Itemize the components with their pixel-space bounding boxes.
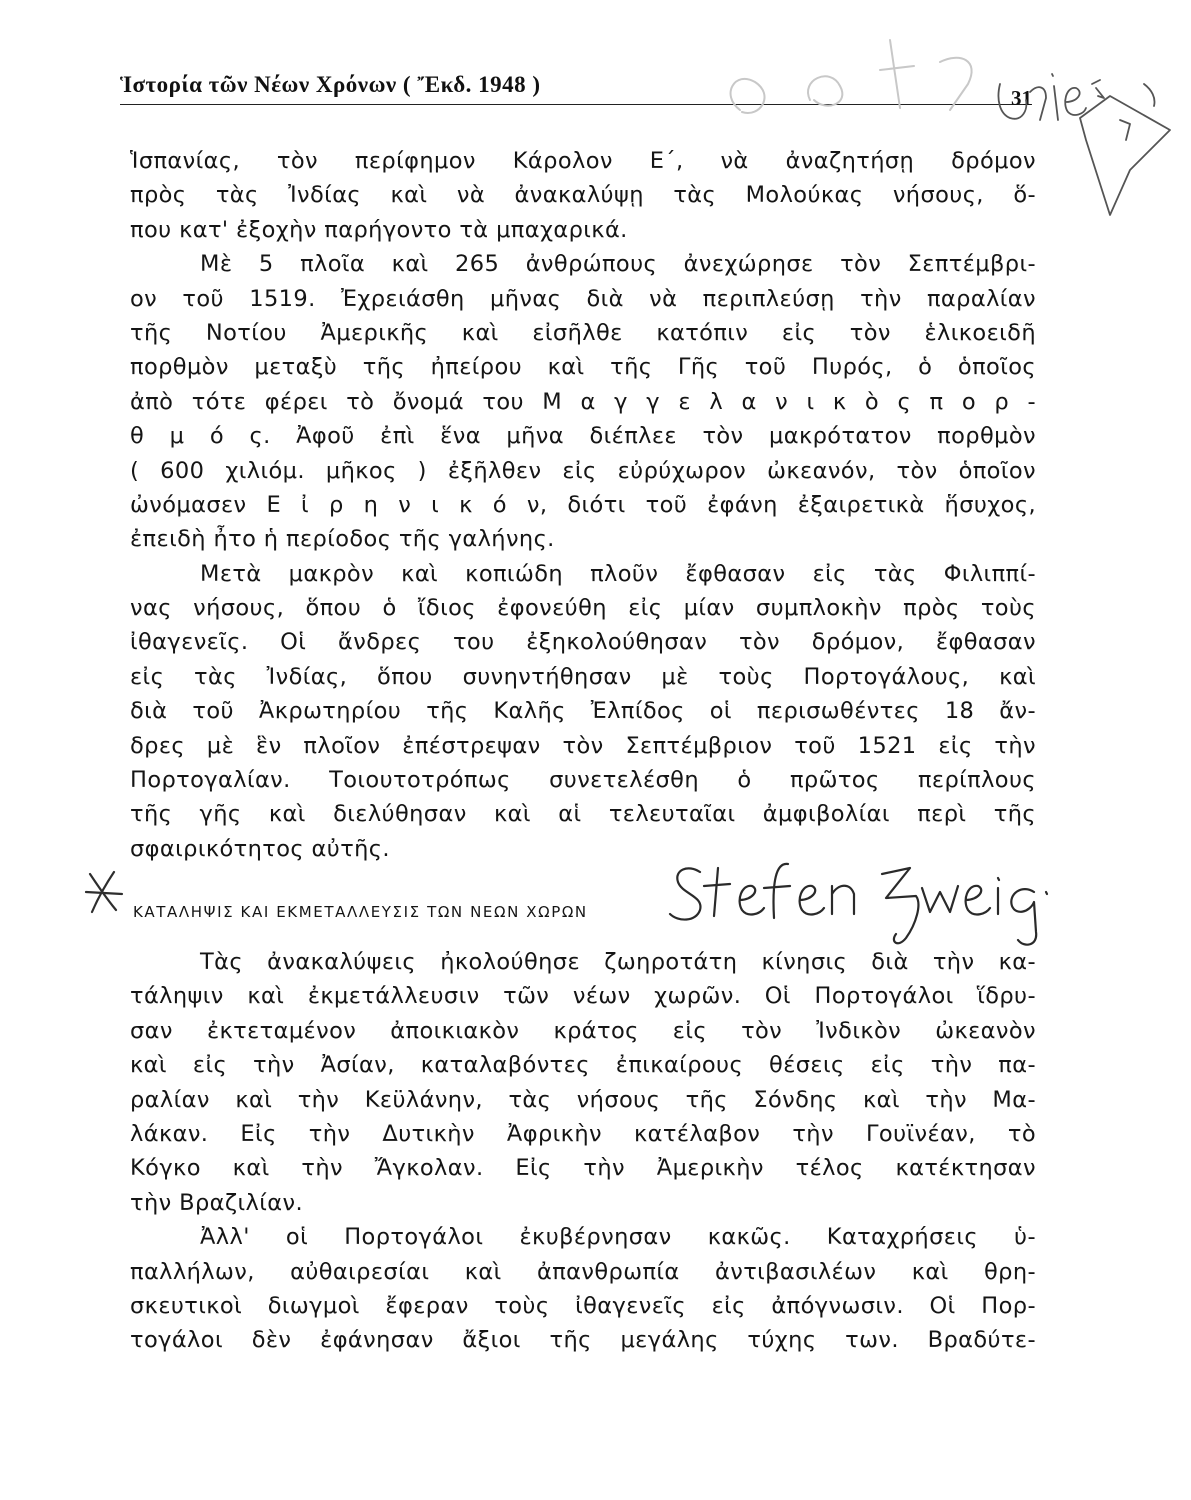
text-line: ὠνόμασεν Ε ἰ ρ η ν ι κ ό ν, διότι τοῦ ἐφάνη ἐξαιρετικὰ ἥσυχος, [130, 491, 1036, 518]
text-line: θ μ ό ς. Ἀφοῦ ἐπὶ ἕνα μῆνα διέπλεε τὸν μακρότατον πορθμὸν [130, 423, 1036, 450]
handwritten-signature [660, 842, 1060, 952]
text-line: παλλήλων, αὐθαιρεσίαι καὶ ἀπανθρωπία ἀντιβασιλέων καὶ θρη- [130, 1258, 1036, 1285]
text-line: Μὲ 5 πλοῖα καὶ 265 ἀνθρώπους ἀνεχώρησε τὸν Σεπτέμβρι- [200, 251, 1036, 278]
text-line: σαν ἐκτεταμένον ἀποικιακὸν κράτος εἰς τὸν Ἰνδικὸν ὠκεανὸν [130, 1017, 1036, 1044]
text-line: Μετὰ μακρὸν καὶ κοπιώδη πλοῦν ἔφθασαν εἰς τὰς Φιλιππί- [200, 560, 1036, 587]
text-line: ( 600 χιλιόμ. μῆκος ) ἐξῆλθεν εἰς εὐρύχωρον ὠκεανόν, τὸν ὁποῖον [130, 457, 1036, 484]
text-line: Πορτογαλίαν. Τοιουτοτρόπως συνετελέσθη ὁ πρῶτος περίπλους [130, 767, 1036, 794]
text-line: τῆς γῆς καὶ διελύθησαν καὶ αἱ τελευταῖαι ἀμφιβολίαι περὶ τῆς [130, 801, 1036, 828]
text-line: λάκαν. Εἰς τὴν Δυτικὴν Ἀφρικὴν κατέλαβον τὴν Γουϊνέαν, τὸ [130, 1120, 1036, 1147]
text-line: ον τοῦ 1519. Ἐχρειάσθη μῆνας διὰ νὰ περιπλεύσῃ τὴν παραλίαν [130, 285, 1036, 312]
page-number: 31 [1011, 86, 1032, 110]
text-line: τὴν Βραζιλίαν. [130, 1189, 304, 1216]
paragraph [130, 945, 1036, 1220]
text-line: που κατ' ἐξοχὴν παρήγοντο τὰ μπαχαρικά. [130, 216, 628, 243]
paragraph [130, 1220, 1036, 1358]
text-line: ραλίαν καὶ τὴν Κεϋλάνην, τὰς νήσους τῆς Σόνδης καὶ τὴν Μα- [130, 1086, 1036, 1113]
text-line: τῆς Νοτίου Ἀμερικῆς καὶ εἰσῆλθε κατόπιν εἰς τὸν ἑλικοειδῆ [130, 319, 1036, 346]
text-block-top [130, 144, 1036, 866]
text-line: διὰ τοῦ Ἀκρωτηρίου τῆς Καλῆς Ἐλπίδος οἱ περισωθέντες 18 ἄν- [130, 698, 1036, 725]
asterisk-mark [82, 866, 126, 918]
text-block-bottom [130, 945, 1036, 1358]
text-line: ἐπειδὴ ἦτο ἡ περίοδος τῆς γαλήνης. [130, 526, 555, 553]
text-line: εἰς τὰς Ἰνδίας, ὅπου συνηντήθησαν μὲ τοὺς Πορτογάλους, καὶ [130, 663, 1036, 690]
text-line: πορθμὸν μεταξὺ τῆς ἠπείρου καὶ τῆς Γῆς τοῦ Πυρός, ὁ ὁποῖος [130, 354, 1036, 381]
text-line: νας νήσους, ὅπου ὁ ἴδιος ἐφονεύθη εἰς μίαν συμπλοκὴν πρὸς τοὺς [130, 595, 1036, 622]
text-line: δρες μὲ ἓν πλοῖον ἐπέστρεψαν τὸν Σεπτέμβριον τοῦ 1521 εἰς τὴν [130, 732, 1036, 759]
text-line: Κόγκο καὶ τὴν Ἄγκολαν. Εἰς τὴν Ἀμερικὴν τέλος κατέκτησαν [130, 1155, 1036, 1182]
text-line: Ἀλλ' οἱ Πορτογάλοι ἐκυβέρνησαν κακῶς. Καταχρήσεις ὑ- [200, 1224, 1036, 1251]
text-line: καὶ εἰς τὴν Ἀσίαν, καταλαβόντες ἐπικαίρους θέσεις εἰς τὴν πα- [130, 1052, 1036, 1079]
text-line: Τὰς ἀνακαλύψεις ἠκολούθησε ζωηροτάτη κίνησις διὰ τὴν κα- [200, 949, 1036, 975]
text-line: ἀπὸ τότε φέρει τὸ ὄνομά του Μ α γ γ ε λ α ν ι κ ὸ ς π ο ρ - [130, 388, 1036, 415]
section-heading: ΚΑΤΑΛΗΨΙΣ ΚΑΙ ΕΚΜΕΤΑΛΛΕΥΣΙΣ ΤΩΝ ΝΕΩΝ ΧΩΡΩΝ [133, 903, 588, 921]
text-line: ἰθαγενεῖς. Οἱ ἄνδρες του ἐξηκολούθησαν τὸν δρόμον, ἔφθασαν [130, 629, 1036, 656]
paragraph [130, 247, 1036, 557]
text-line: σφαιρικότητος αὐτῆς. [130, 835, 390, 862]
paragraph [130, 557, 1036, 867]
text-line: τάληψιν καὶ ἐκμετάλλευσιν τῶν νέων χωρῶν. Οἱ Πορτογάλοι ἵδρυ- [130, 983, 1036, 1010]
text-line: σκευτικοὶ διωγμοὶ ἔφεραν τοὺς ἰθαγενεῖς εἰς ἀπόγνωσιν. Οἱ Πορ- [130, 1292, 1036, 1319]
book-title: Ἱστορία τῶν Νέων Χρόνων ( Ἔκδ. 1948 ) [120, 72, 541, 97]
corner-scribble [700, 0, 1191, 230]
text-line: τογάλοι δὲν ἐφάνησαν ἄξιοι τῆς μεγάλης τύχης των. Βραδύτε- [130, 1327, 1036, 1354]
text-line: Ἱσπανίας, τὸν περίφημον Κάρολον Ε΄, νὰ ἀναζητήσῃ δρόμον [130, 148, 1036, 174]
text-line: πρὸς τὰς Ἰνδίας καὶ νὰ ἀνακαλύψῃ τὰς Μολούκας νήσους, ὅ- [130, 182, 1036, 209]
